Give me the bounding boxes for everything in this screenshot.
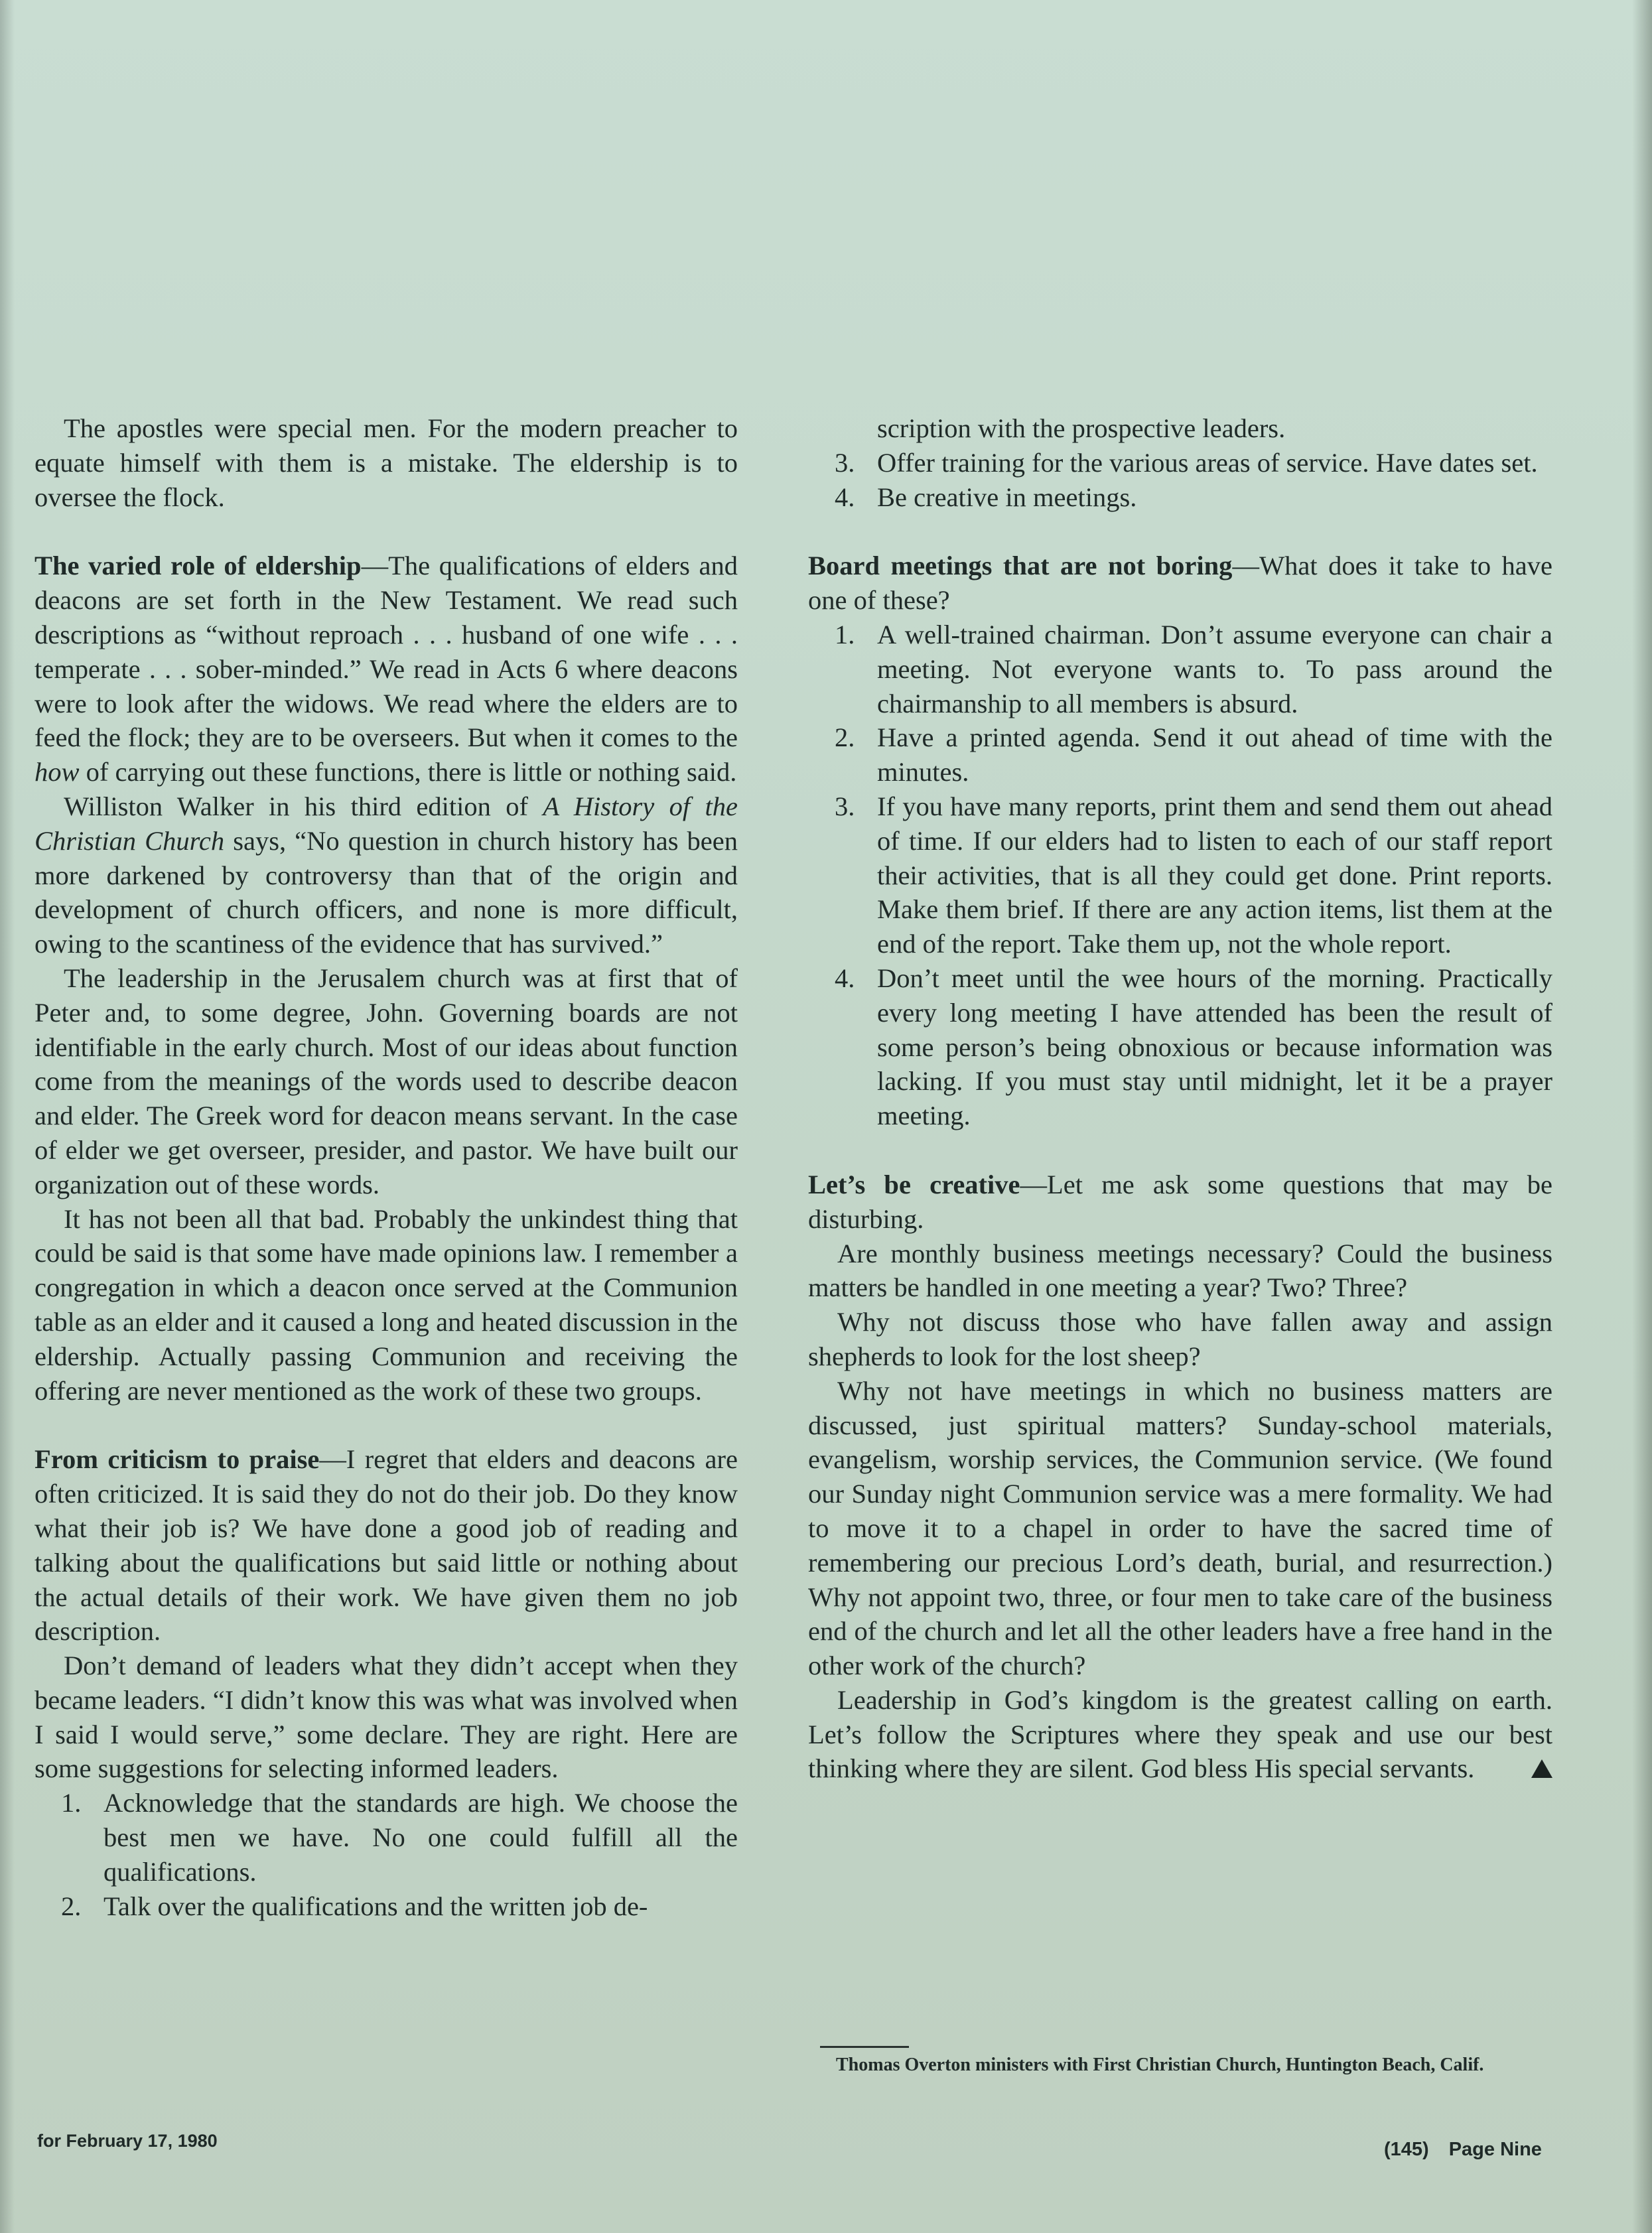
section-text: —The qualifications of elders and deacons are set forth in the New Testament. We read such descriptions as “without reproach . . . husband of one wife . . . temperate . . . sober-minded.” We read in Acts 6 where deacons were to look after the widows. We read where the elders are to feed the flock; they are to be overseers. But when it comes to the <box>34 551 738 753</box>
section-criticism-to-praise <box>34 1442 738 1649</box>
section-board-meetings <box>808 549 1552 618</box>
section-text: —I regret that elders and deacons are often criticized. It is said they do not do their job. Do they know what their job is? We have done a good job of reading and talking about the qualifications but said little or nothing about the actual details of their work. We have given them no job description. <box>34 1444 738 1647</box>
list-number: 4. <box>835 963 855 993</box>
list-item <box>808 961 1552 1133</box>
section-text: —What does it take to have one of these? <box>808 551 1552 616</box>
footer-date: for February 17, 1980 <box>37 2131 218 2151</box>
list-item <box>808 618 1552 720</box>
list-item <box>808 789 1552 961</box>
list-text: Be creative in meetings. <box>877 482 1137 512</box>
right-column <box>808 411 1552 1786</box>
list-number: 3. <box>835 447 855 478</box>
list-item <box>808 446 1552 480</box>
paragraph: Why not have meetings in which no business matters are discussed, just spiritual matters? Sunday-school materials, evangelism, worship services, the Communion service. (We found our Sunday night Communion service was a mere formality. We had to move it to a chapel in order to have the sacred time of remembering our precious Lord’s death, burial, and resurrection.) Why not appoint two, three, or four men to take care of the business end of the church and let all the other leaders have a free hand in the other work of the church? <box>808 1375 1552 1681</box>
board-meeting-list <box>808 618 1552 1133</box>
list-number: 1. <box>835 619 855 649</box>
section-be-creative <box>808 1168 1552 1237</box>
list-text: If you have many reports, print them and send them out ahead of time. If our elders had to listen to each of our staff report their activities, that is all they could get done. Print reports. Make them brief. If there are any action items, list them at the end of the report. Take them up, not the whole report. <box>877 791 1552 959</box>
suggestion-list <box>34 1786 738 1923</box>
list-item <box>34 1889 738 1924</box>
list-number: 1. <box>61 1788 82 1818</box>
page-label: Page Nine <box>1448 2139 1542 2160</box>
list-item <box>34 1786 738 1889</box>
list-text: Don’t meet until the wee hours of the morning. Practically every long meeting I have attended has been the result of some person’s being obnoxious or because information was lacking. If you must stay until midnight, let it be a prayer meeting. <box>877 963 1552 1131</box>
list-text: A well-trained chairman. Don’t assume everyone can chair a meeting. Not everyone wants to. To pass around the chairmanship to all members is absurd. <box>877 619 1552 718</box>
bio-divider <box>820 2046 909 2048</box>
closing-paragraph <box>808 1683 1552 1786</box>
suggestion-list-continued <box>808 446 1552 515</box>
list-text: Offer training for the various areas of service. Have dates set. <box>877 447 1538 478</box>
paragraph: Don’t demand of leaders what they didn’t accept when they became leaders. “I didn’t know this was what was involved when I said I would serve,” some declare. They are right. Here are some suggestions for selecting informed leaders. <box>34 1651 738 1784</box>
list-item <box>808 720 1552 789</box>
list-number: 2. <box>61 1891 82 1921</box>
paragraph: The leadership in the Jerusalem church was at first that of Peter and, to some degree, John. Governing boards are not identifiable in the early church. Most of our ideas about function come from the meanings of the words used to describe deacon and elder. The Greek word for deacon means servant. In the case of elder we get overseer, presider, and pastor. We have built our organization out of these words. <box>34 963 738 1199</box>
section-heading: Board meetings that are not boring <box>808 551 1233 581</box>
list-number: 2. <box>835 722 855 753</box>
end-triangle-icon <box>1531 1759 1552 1778</box>
paragraph: Are monthly business meetings necessary? Could the business matters be handled in one meeting a year? Two? Three? <box>808 1238 1552 1303</box>
footer-page <box>1384 2139 1542 2161</box>
list-text: Acknowledge that the standards are high. We choose the best men we have. No one could fulfill all the qualifications. <box>103 1788 738 1887</box>
left-column <box>34 411 738 1923</box>
page-code: (145) <box>1384 2139 1429 2160</box>
list-continuation: scription with the prospective leaders. <box>877 413 1286 443</box>
list-text: Have a printed agenda. Send it out ahead of time with the minutes. <box>877 722 1552 787</box>
paragraph: The apostles were special men. For the modern preacher to equate himself with them is a mistake. The eldership is to oversee the flock. <box>34 413 738 512</box>
paragraph: Why not discuss those who have fallen away and assign shepherds to look for the lost sheep? <box>808 1307 1552 1371</box>
paragraph: It has not been all that bad. Probably the unkindest thing that could be said is that some have made opinions law. I remember a congregation in which a deacon once served at the Communion table as an elder and it caused a long and heated discussion in the eldership. Actually passing Communion and receiving the offering are never mentioned as the work of these two groups. <box>34 1203 738 1406</box>
paragraph-text: Williston Walker in his third edition of <box>64 791 543 821</box>
author-bio: Thomas Overton ministers with First Christian Church, Huntington Beach, Calif. <box>836 2055 1484 2075</box>
section-heading: Let’s be creative <box>808 1169 1020 1199</box>
book-title: A History of the Christian Church <box>34 791 738 856</box>
paragraph-text: Leadership in God’s kingdom is the greatest calling on earth. Let’s follow the Scriptures where they speak and use our best thinking where they are silent. God bless His special servants. <box>808 1684 1552 1784</box>
section-text: —Let me ask some questions that may be disturbing. <box>808 1169 1552 1234</box>
paragraph-text: says, “No question in church history has been more darkened by controversy than that of the origin and development of church officers, and none is more difficult, owing to the scantiness of the evidence that has survived.” <box>34 825 738 959</box>
emphasis-text: how <box>34 757 80 787</box>
list-text: Talk over the qualifications and the written job de- <box>103 1891 648 1921</box>
list-number: 4. <box>835 482 855 512</box>
list-item <box>808 480 1552 515</box>
reverse-side-bleed <box>0 100 1652 431</box>
section-varied-role <box>34 549 738 789</box>
paragraph <box>34 789 738 961</box>
section-heading: From criticism to praise <box>34 1444 320 1475</box>
list-number: 3. <box>835 791 855 821</box>
section-heading: The varied role of eldership <box>34 551 362 581</box>
section-text: of carrying out these functions, there is little or nothing said. <box>79 757 737 787</box>
